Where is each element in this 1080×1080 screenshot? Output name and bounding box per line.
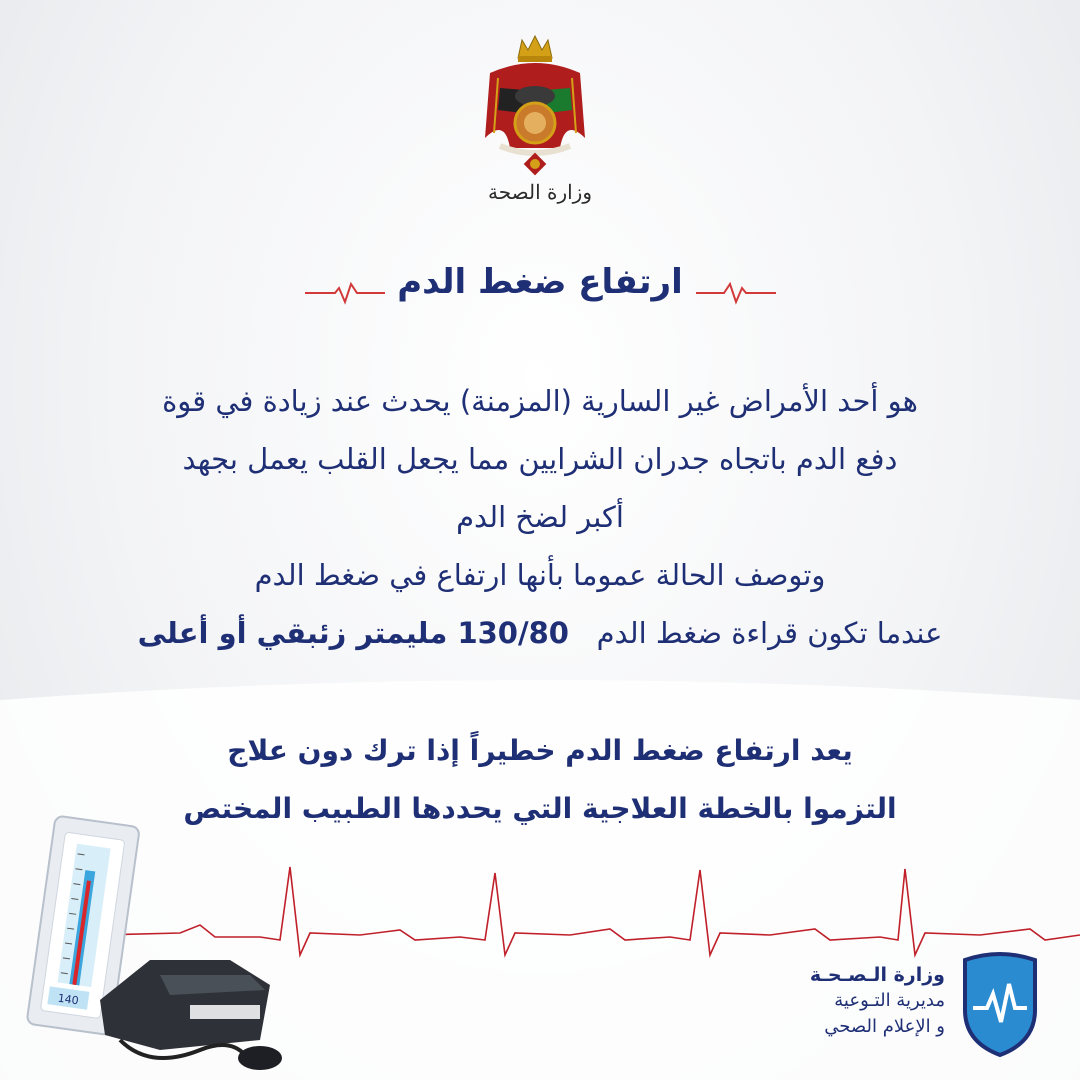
definition-line-3: أكبر لضخ الدم	[456, 500, 624, 534]
footer-ministry-name: وزارة الـصـحـة	[809, 964, 945, 986]
definition-line-5	[30, 604, 1050, 662]
definition-text	[30, 372, 1050, 662]
ministry-script-logo: وزارة الصحة	[488, 180, 592, 204]
definition-line-1: هو أحد الأمراض غير السارية (المزمنة) يحدث عند زيادة في قوة	[162, 384, 918, 418]
warning-line-2: التزموا بالخطة العلاجية التي يحددها الطبيب المختص	[183, 792, 897, 825]
footer-ministry-text	[760, 962, 945, 1040]
reading-label: عندما تكون قراءة ضغط الدم	[596, 616, 943, 650]
page-title: ارتفاع ضغط الدم	[397, 262, 683, 302]
footer-directorate: مديرية التـوعية	[834, 990, 945, 1011]
definition-line-4: وتوصف الحالة عموما بأنها ارتفاع في ضغط الدم	[254, 558, 826, 592]
royal-coat-of-arms-icon	[470, 28, 600, 188]
definition-line-2: دفع الدم باتجاه جدران الشرايين مما يجعل القلب يعمل بجهد	[182, 442, 898, 476]
reading-threshold: 130/80 مليمتر زئبقي أو أعلى	[137, 616, 569, 650]
gauge-reading: 140	[56, 991, 80, 1008]
warning-line-1: يعد ارتفاع ضغط الدم خطيراً إذا ترك دون علاج	[227, 734, 853, 767]
pulse-line-icon	[305, 280, 385, 306]
footer-media: و الإعلام الصحي	[824, 1016, 945, 1037]
sphygmomanometer-icon	[10, 810, 300, 1075]
heartbeat-shield-icon	[955, 950, 1045, 1060]
title-row	[0, 262, 1080, 322]
